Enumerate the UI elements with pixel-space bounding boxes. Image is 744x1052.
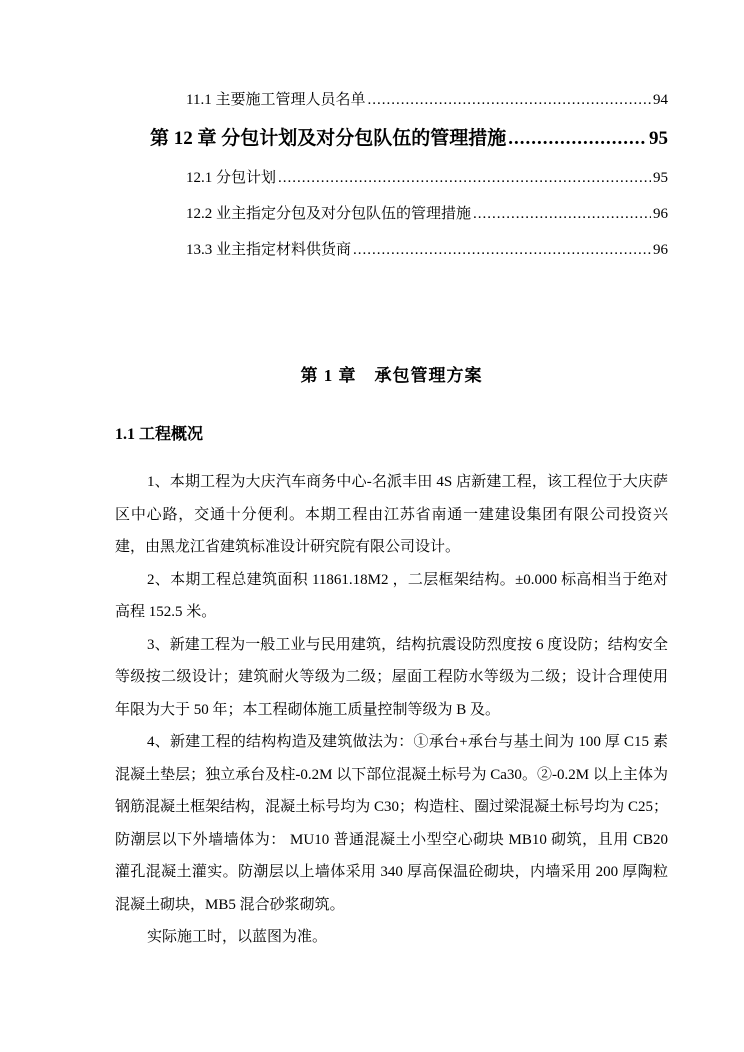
paragraph-2: 2、本期工程总建筑面积 11861.18M2 ，二层框架结构。±0.000 标高相当于绝对高程 152.5 米。 <box>115 571 668 620</box>
toc-entry-12-1[interactable] <box>186 160 668 196</box>
paragraph-4: 4、新建工程的结构构造及建筑做法为：①承台+承台与基土间为 100 厚 C15 素混凝土垫层；独立承台及柱-0.2M 以下部位混凝土标号为 Ca30。②-0.2M 以上主体为钢筋混凝土框架结构，混凝土标号均为 C30；构造柱、圈过梁混凝土标号均为 C25；防潮层以下外墙墙体为： MU10 普通混凝土小型空心砌块 MB10 砌筑，且用 CB20 灌孔混凝土灌实。防潮层以上墙体采用 340 厚高保温砼砌块，内墙采用 200 厚陶粒混凝土砌块，MB5 混合砂浆砌筑。 <box>115 734 668 913</box>
toc-dot-leader <box>278 160 651 196</box>
toc-entry-chapter-12[interactable] <box>150 118 668 160</box>
toc-page-number: 95 <box>653 170 668 186</box>
section-heading: 1.1 工程概况 <box>115 426 204 443</box>
paragraph-5: 实际施工时，以蓝图为准。 <box>147 929 328 945</box>
paragraph-1: 1、本期工程为大庆汽车商务中心-名派丰田 4S 店新建工程，该工程位于大庆萨区中心路，交通十分便利。本期工程由江苏省南通一建建设集团有限公司投资兴建，由黑龙江省建筑标准设计研究院有限公司设计。 <box>115 474 668 555</box>
toc-page-number: 96 <box>653 206 668 222</box>
toc-dot-leader <box>473 196 651 232</box>
toc-entry-label: 13.3 业主指定材料供货商 <box>186 242 352 258</box>
toc-page-number: 95 <box>649 128 668 149</box>
toc-entry-12-2[interactable] <box>186 196 668 232</box>
toc-entry-label: 12.2 业主指定分包及对分包队伍的管理措施 <box>186 206 472 222</box>
toc-dot-leader <box>508 118 647 160</box>
toc-page-number: 94 <box>653 92 668 108</box>
toc-dot-leader <box>367 82 651 118</box>
paragraph-3: 3、新建工程为一般工业与民用建筑，结构抗震设防烈度按 6 度设防；结构安全等级按二级设计；建筑耐火等级为二级；屋面工程防水等级为二级；设计合理使用年限为大于 50 年；本工程砌体施工质量控制等级为 B 及。 <box>115 636 668 718</box>
table-of-contents <box>115 82 668 268</box>
toc-entry-label: 第 12 章 分包计划及对分包队伍的管理措施 <box>150 128 507 149</box>
chapter-title: 第 1 章 承包管理方案 <box>300 366 483 385</box>
toc-entry-label: 11.1 主要施工管理人员名单 <box>186 92 366 108</box>
toc-entry-13-3[interactable] <box>186 232 668 268</box>
toc-entry-11-1[interactable] <box>186 82 668 118</box>
toc-dot-leader <box>353 232 651 268</box>
toc-entry-label: 12.1 分包计划 <box>186 170 277 186</box>
toc-page-number: 96 <box>653 242 668 258</box>
